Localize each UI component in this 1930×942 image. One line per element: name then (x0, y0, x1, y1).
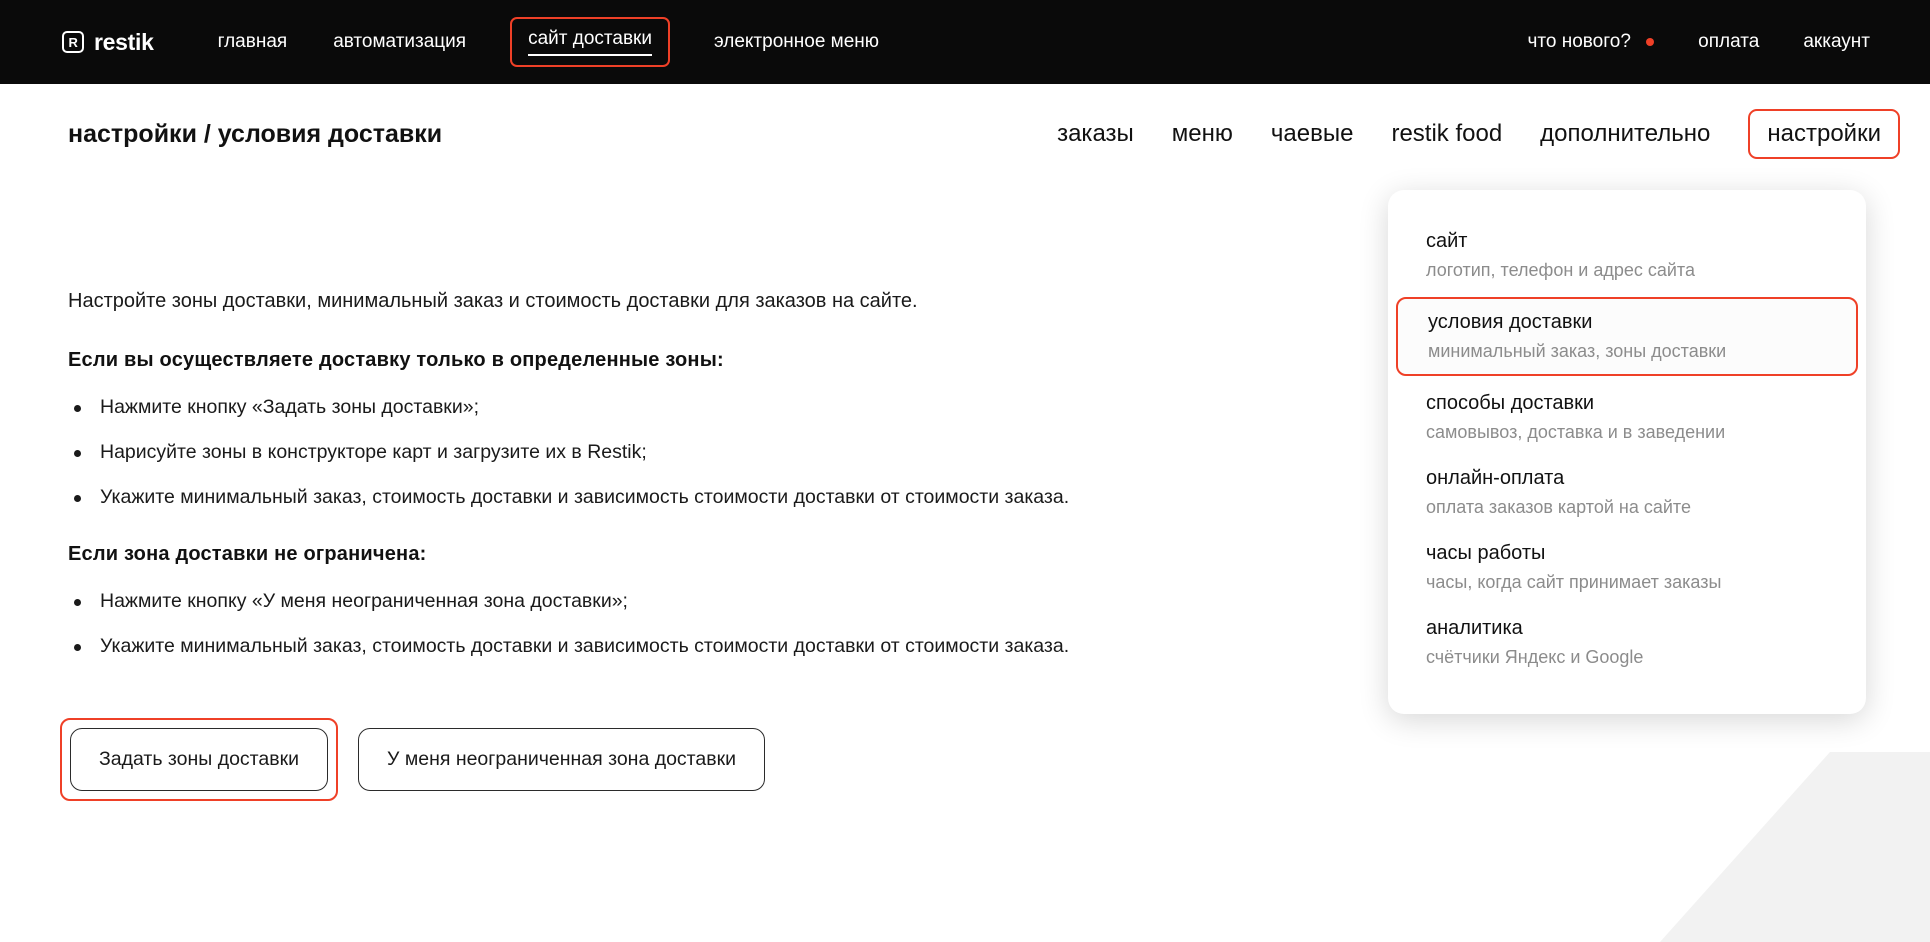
nav-link-glavnaya[interactable]: главная (217, 31, 288, 52)
notification-dot-icon (1646, 38, 1654, 46)
tab-menyu[interactable]: меню (1171, 120, 1233, 147)
brand-name: restik (94, 28, 154, 55)
primary-nav-links (216, 17, 881, 67)
settings-dropdown-panel (1388, 190, 1866, 714)
dropdown-item-title: аналитика (1426, 617, 1523, 639)
dropdown-item-analitika[interactable] (1388, 605, 1866, 680)
intro-text: Настройте зоны доставки, минимальный заказ и стоимость доставки для заказов на сайте. (68, 290, 918, 312)
page-header (0, 84, 1930, 184)
set-zones-button-highlight (60, 718, 338, 801)
nav-link-sajt-dostavki-label: сайт доставки (528, 28, 652, 49)
list-item: Нажмите кнопку «Задать зоны доставки»; (68, 396, 1930, 419)
tab-restik-food[interactable]: restik food (1391, 120, 1503, 147)
nav-link-avtomatizaciya[interactable]: автоматизация (333, 31, 467, 52)
dropdown-item-subtitle: часы, когда сайт принимает заказы (1426, 572, 1722, 592)
top-navigation-bar (0, 0, 1930, 84)
brand-logo[interactable] (62, 29, 154, 56)
nav-link-oplata[interactable]: оплата (1698, 31, 1760, 52)
list-item: Укажите минимальный заказ, стоимость доставки и зависимость стоимости доставки от стоимости заказа. (68, 635, 1930, 658)
dropdown-item-sposoby-dostavki[interactable] (1388, 380, 1866, 455)
action-button-row (68, 718, 1930, 801)
tab-nastrojki[interactable]: настройки (1748, 109, 1900, 159)
dropdown-item-onlajn-oplata[interactable] (1388, 455, 1866, 530)
section-heading-zones: Если вы осуществляете доставку только в определенные зоны: (68, 349, 724, 371)
list-item: Нарисуйте зоны в конструкторе карт и загрузите их в Restik; (68, 441, 1930, 464)
tab-zakazy[interactable]: заказы (1057, 120, 1134, 147)
set-delivery-zones-button[interactable]: Задать зоны доставки (70, 728, 328, 791)
restik-logo-icon: R (62, 31, 84, 53)
section-heading-unlimited: Если зона доставки не ограничена: (68, 543, 427, 565)
dropdown-item-subtitle: логотип, телефон и адрес сайта (1426, 260, 1695, 280)
unlimited-delivery-zone-button[interactable]: У меня неограниченная зона доставки (358, 728, 765, 791)
dropdown-item-title: сайт (1426, 230, 1468, 252)
active-underline (528, 54, 652, 56)
dropdown-item-sajt[interactable] (1388, 218, 1866, 293)
dropdown-item-title: часы работы (1426, 542, 1546, 564)
dropdown-item-title: условия доставки (1428, 311, 1593, 333)
nav-link-sajt-dostavki[interactable] (510, 17, 670, 67)
dropdown-item-subtitle: оплата заказов картой на сайте (1426, 497, 1691, 517)
dropdown-item-usloviya-dostavki[interactable] (1396, 297, 1858, 376)
dropdown-item-subtitle: счётчики Яндекс и Google (1426, 647, 1644, 667)
tab-chaevye[interactable]: чаевые (1270, 120, 1354, 147)
secondary-nav-links (1526, 27, 1873, 57)
dropdown-item-subtitle: самовывоз, доставка и в заведении (1426, 422, 1726, 442)
list-item: Укажите минимальный заказ, стоимость доставки и зависимость стоимости доставки от стоимости заказа. (68, 486, 1930, 509)
dropdown-item-title: онлайн-оплата (1426, 467, 1565, 489)
section-tabs (1057, 109, 1890, 159)
page-title: настройки / условия доставки (68, 119, 443, 148)
nav-link-chto-novogo[interactable] (1526, 27, 1657, 57)
nav-link-chto-novogo-label: что нового? (1527, 31, 1631, 52)
list-item: Нажмите кнопку «У меня неограниченная зона доставки»; (68, 590, 1930, 613)
nav-link-akkaunt[interactable]: аккаунт (1803, 31, 1870, 52)
dropdown-item-chasy-raboty[interactable] (1388, 530, 1866, 605)
tab-dopolnitelno[interactable]: дополнительно (1540, 120, 1711, 147)
dropdown-item-subtitle: минимальный заказ, зоны доставки (1428, 341, 1727, 361)
nav-link-elektronnoe-menyu[interactable]: электронное меню (713, 31, 880, 52)
unlimited-zone-button-wrap (358, 728, 765, 791)
dropdown-item-title: способы доставки (1426, 392, 1595, 414)
